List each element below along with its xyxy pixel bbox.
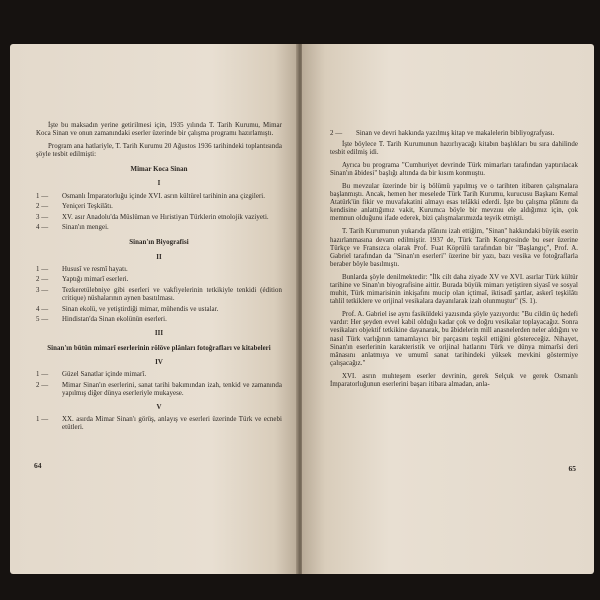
section1-numeral: I (157, 180, 161, 188)
list-item: 1 — Güzel Sanatlar içinde mimarî. (36, 371, 147, 379)
section4-numeral: IV (155, 359, 163, 367)
list-item: 2 — Yaptığı mimarî eserleri. (36, 276, 129, 284)
list-item: 4 — Sinan'ın mengei. (36, 224, 109, 232)
section3-heading: Sinan'ın bütün mimarî eserlerinin rölöve plânları fotoğrafları ve kitabeleri (47, 345, 271, 353)
left-page (10, 44, 298, 574)
body-paragraph: XVI. asrın muhteşem eserler devrinin, gerek Selçuk ve gerek Osmanlı İmparatorluğunun eserlerini başarı itibara almadan, anla- (330, 372, 578, 389)
body-paragraph: Ayrıca bu programa "Cumhuriyet devrinde Türk mimarları tarafından yaptırılacak Sinan'ın âbidesi" başlığı altında da bir kısım konmuştu. (330, 161, 578, 177)
body-paragraph: T. Tarih Kurumunun yukarıda plânını izah ettiğim, "Sinan" hakkındaki büyük eserin hazırlanmasına devam edilmiştir. 1937 de, Türk Tarih Kongresinde bu eser üzerine Türkçe ve Fransızca olarak Prof. Fuat Köprülü tarafından bir "Başlangıç", Prof. A. Gabriel tarafından da "Sinan'ın eserleri" üzerine bir yazı, bazı vesika ve fotoğraflarla beraber böyle basılmıştı. (330, 228, 578, 268)
list-item: 1 — Osmanlı İmparatorluğu içinde XVI. asrın kültürel tarihinin ana çizgileri. (36, 192, 266, 200)
intro-paragraph: İşte bu maksadın yerine getirilmesi için, 1935 yılında T. Tarih Kurumu, Mimar Koca Sinan ve onun zamanındaki eserler üzerinde bir çalışma programı hazırlamıştı. (36, 122, 282, 138)
list-item: 2 — Sinan ve devri hakkında yazılmış kitap ve makalelerin bibliyografyası. (330, 130, 555, 137)
body-paragraph: Bunlarda şöyle denilmektedir: "İlk cilt daha ziyade XV ve XVI. asırlar Türk kültür tarihine ve Sinan'ın biyografisine aittir. Burada büyük mimarı yetiştiren siyasî ve sosyal muhit, Türk mimarisinin inkişafını mucip olan içtimaî, iktisadî şartlar, askerî teşkilâtı tahlil tetkiklere ve orijinal vesikalara dayanılarak izah olunmuştur" (S. 1). (330, 273, 578, 306)
section5-numeral: V (156, 404, 162, 412)
section5-list (36, 416, 282, 432)
body-paragraph: Prof. A. Gabriel ise aynı fasiküldeki yazısında şöyle yazıyordu: "Bu cildin üç hedefi vardır: Her şeyden evvel kabil olduğu kadar çok ve doğru vesikalar toplayacağız. Sonra vesikaları objektif tetkikine dayanarak, bu âbidelerin mill anasnelerden neler aldığını ve nasıl Türk varlığının tamamlayıcı bir parçasını teşkil ettiğini göstereceğiz. Nihayet, Sinan'ın eserlerinin karakteristik ve orijinal hatlarını Türk ve dünya mimarîsi deri mânasını anlatmıya ve umumî sanat tarihindeki yüksek mevkini göstermiye çalışacağız." (330, 311, 578, 367)
page-number-left: 64 (34, 461, 42, 470)
page-number-right: 65 (568, 464, 576, 473)
body-paragraph: Bu mevzular üzerinde bir iş bölümü yapılmış ve o tarihten itibaren çalışmalara başlanmıştı. Ancak, hemen her meselede Türk Tarih Kurumu, kurucusu Başkanı Kemal Atatürk'ün fikir ve muvafakatini almayı esas telâkki ederdi. İşte bu çalışma plânını da kendisine anlattığımız vakit, Kurumca böyle bir mevzuu ele aldığımız için, çok memnun olduğunu ifade ederek, bizi çalışmalarımızda teşvik etmişti. (330, 182, 578, 223)
program-paragraph: Program ana hatlariyle, T. Tarih Kurumu 20 Ağustos 1936 tarihindeki toplantısında şöyle tesbit edilmişti: (36, 143, 282, 159)
list-item: 3 — Tezkeretülebniye gibi eserleri ve vakfiyelerinin tetkikiyle tenkidi (édition critique) nüshalarının aynen basıtılması. (36, 286, 282, 302)
section2-numeral: II (156, 253, 162, 261)
right-page (302, 44, 594, 574)
list-item: 4 — Sinan ekolü, ve yetiştirdiği mimar, mühendis ve ustalar. (36, 305, 219, 313)
section4-list (36, 371, 282, 398)
section3-numeral: III (154, 330, 164, 338)
list-item: 1 — XX. asırda Mimar Sinan'ı görüş, anlayış ve eserleri üzerinde Türk ve ecnebi etütleri. (36, 416, 282, 432)
right-page-text (330, 130, 578, 394)
section2-list (36, 266, 282, 325)
list-item: 2 — Mimar Sinan'ın eserlerini, sanat tarihi bakımından izah, tenkid ve zamanında yapılmış diğer dünya eserleriyle mukayese. (36, 382, 282, 398)
section2-heading: Sinan'ın Biyografisi (129, 239, 189, 247)
body-paragraph: İşte böylece T. Tarih Kurumunun hazırlıyacağı kitabın başlıkları bu sıra dahilinde tesbit edilmiş idi. (330, 140, 578, 156)
list-item: 1 — Hususî ve resmî hayatı. (36, 265, 128, 273)
list-item: 2 — Yeniçeri Teşkilâtı. (36, 203, 113, 211)
list-item: 5 — Hindistan'da Sinan ekolünün eserleri. (36, 316, 167, 324)
list-item: 3 — XV. asır Anadolu'da Müslüman ve Hıristiyan Türklerin etnolojik vaziyeti. (36, 213, 269, 221)
section1-list (36, 193, 282, 233)
section1-heading: Mimar Koca Sinan (130, 166, 188, 174)
left-page-text (36, 122, 282, 435)
